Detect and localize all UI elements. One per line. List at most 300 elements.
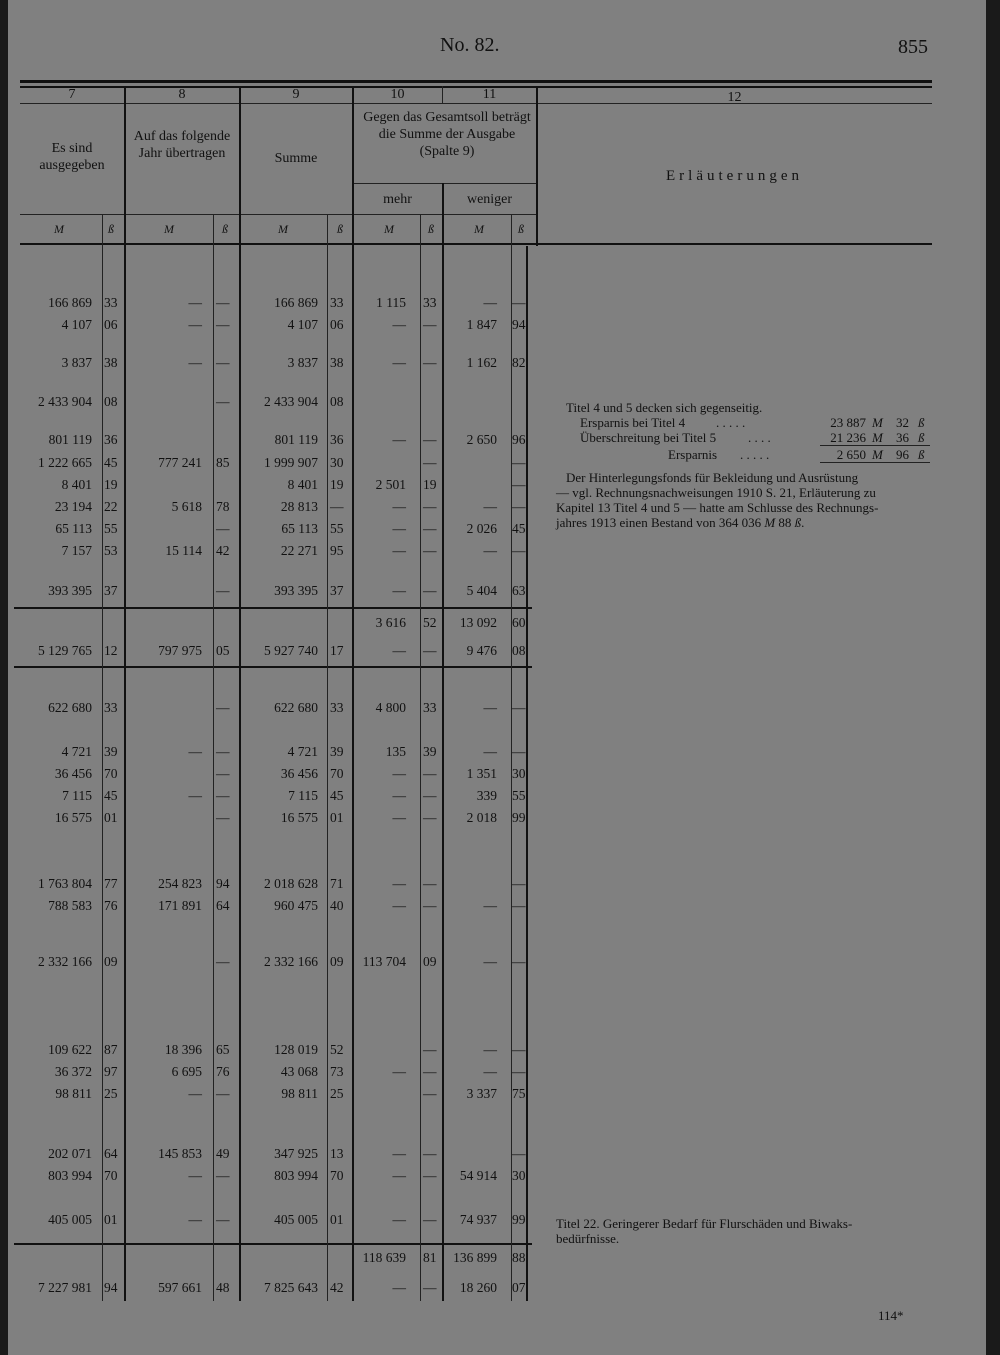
note-title22-line-1: Titel 22. Geringerer Bedarf für Flurschäden und Biwaks- [556,1216,853,1231]
cell-c8: — [188,295,202,310]
cell-p7: 36 [104,432,118,447]
unit-mark-8: M [164,222,174,236]
cell-p8: — [216,766,230,781]
cell-p8: 42 [216,543,230,558]
cell-p9: 08 [330,394,344,409]
cell-c11: 136 899 [453,1250,497,1265]
cell-p11: 45 [512,521,526,536]
cell-p9: 09 [330,954,344,969]
unit-mark-7: M [54,222,64,236]
cell-p10: — [423,583,437,598]
cell-c7: 803 994 [48,1168,92,1183]
cell-c7: 622 680 [48,700,92,715]
cell-p10: — [423,521,437,536]
pf-line-8 [213,215,214,1301]
cell-c7: 4 107 [61,317,92,332]
note-title22-line-2: bedürfnisse. [556,1231,620,1246]
cell-c8: 18 396 [164,1042,202,1057]
cell-p11: — [512,295,526,310]
cell-c7: 36 456 [54,766,92,781]
pf-line-7 [102,215,103,1301]
cell-p8: — [216,788,230,803]
cell-c9: 36 456 [280,766,318,781]
cell-c10: 135 [385,744,406,759]
note-dots-3: . . . . . [740,447,770,462]
note-savings-pf: 32 [896,415,909,430]
cell-c8: 145 853 [158,1146,202,1161]
cell-p10: — [423,1042,437,1057]
cell-p9: 33 [330,295,344,310]
cell-p10: 19 [423,477,437,492]
col10-heading: mehr [383,192,412,207]
cell-c7: 16 575 [54,810,92,825]
cell-p8: — [216,810,230,825]
cell-p7: 19 [104,477,118,492]
cell-p7: 08 [104,394,118,409]
col-number-12: 12 [727,90,742,105]
cell-c9: 622 680 [274,700,318,715]
cell-c7: 405 005 [48,1212,92,1227]
cell-p7: 38 [104,355,118,370]
note-fund-line-4: jahres 1913 einen Bestand von 364 036 M 88 ß. [556,515,805,530]
cell-p8: 85 [216,455,230,470]
cell-c8: 15 114 [165,543,202,558]
cell-p9: 70 [330,766,344,781]
subtotal-rule-2 [14,666,532,668]
cell-c9: 3 837 [287,355,318,370]
cell-c7: 65 113 [55,521,92,536]
cell-p9: 73 [330,1064,344,1079]
cell-c7: 36 372 [54,1064,92,1079]
cell-c10: 3 616 [375,615,406,630]
col-divider-7-8 [124,86,126,1301]
cell-c8: 777 241 [158,455,202,470]
cell-p9: 71 [330,876,344,891]
cell-c9: 4 107 [287,317,318,332]
cell-p8: — [216,295,230,310]
cell-p11: 30 [512,1168,526,1183]
note-savings-value: 23 887 [830,415,866,430]
cell-p11: — [512,1042,526,1057]
cell-p9: 39 [330,744,344,759]
cell-c11: — [483,1064,497,1079]
cell-p7: 97 [104,1064,118,1079]
cell-c7: 7 227 981 [38,1280,92,1295]
cell-c10: — [392,643,406,658]
cell-c9: 7 825 643 [264,1280,318,1295]
cell-p11: — [512,543,526,558]
cell-p7: 01 [104,810,118,825]
cell-c11: — [483,499,497,514]
cell-p7: 87 [104,1042,118,1057]
cell-p11: 07 [512,1280,526,1295]
col-divider-8-9 [239,86,241,1301]
cell-p9: 06 [330,317,344,332]
document-title: No. 82. [440,34,500,56]
cell-c8: 6 695 [171,1064,202,1079]
cell-c8: 254 823 [158,876,202,891]
cell-c10: — [392,876,406,891]
note-fund-pf: 88 [778,515,792,530]
cell-p8: 76 [216,1064,230,1079]
cell-c9: 803 994 [274,1168,318,1183]
unit-pf-9: ß [337,222,343,236]
cell-c8: — [188,1168,202,1183]
cell-c9: 4 721 [287,744,318,759]
unit-mark-10: M [384,222,394,236]
col10-11-heading: Gegen das Gesamtsoll beträgt die Summe der Ausgabe (Spalte 9) [363,110,531,159]
note-net-label: Ersparnis [668,447,718,462]
cell-p8: 49 [216,1146,230,1161]
cell-p11: — [512,700,526,715]
cell-p7: 76 [104,898,118,913]
cell-p7: 06 [104,317,118,332]
cell-c10: — [392,1168,406,1183]
cell-p9: 45 [330,788,344,803]
cell-p10: — [423,788,437,803]
cell-p11: 55 [512,788,526,803]
cell-p11: 99 [512,1212,526,1227]
cell-p7: 77 [104,876,118,891]
cell-p9: 95 [330,543,344,558]
cell-p11: — [512,455,526,470]
cell-p7: 45 [104,788,118,803]
cell-c9: 960 475 [274,898,318,913]
unit-pf-8: ß [222,222,228,236]
cell-p11: — [512,477,526,492]
cell-p8: 64 [216,898,230,913]
cell-c11: 2 026 [466,521,497,536]
cell-c11: 1 351 [466,766,497,781]
cell-p11: 82 [512,355,526,370]
cell-c8: — [188,1212,202,1227]
cell-c8: 597 661 [158,1280,202,1295]
cell-c7: 2 332 166 [38,954,92,969]
cell-c11: 2 650 [466,432,497,447]
cell-c9: 166 869 [274,295,318,310]
cell-p10: — [423,543,437,558]
cell-c10: — [392,766,406,781]
cell-c7: 23 194 [54,499,92,514]
cell-c9: 347 925 [274,1146,318,1161]
cell-p11: — [512,744,526,759]
cell-p8: — [216,1086,230,1101]
top-rule [20,80,932,83]
cell-c11: 54 914 [459,1168,497,1183]
cell-p9: 38 [330,355,344,370]
cell-p8: — [216,954,230,969]
note-fund-line-1: Der Hinterlegungsfonds für Bekleidung und Ausrüstung [566,470,859,485]
cell-p9: 70 [330,1168,344,1183]
cell-c9: 393 395 [274,583,318,598]
unit-pf-11: ß [518,222,524,236]
cell-p10: — [423,1146,437,1161]
cell-c7: 393 395 [48,583,92,598]
cell-p7: 64 [104,1146,118,1161]
cell-p10: — [423,1086,437,1101]
cell-p11: 88 [512,1250,526,1265]
mehr-weniger-rule [353,183,536,184]
cell-p10: — [423,455,437,470]
header-bottom-rule [20,243,932,245]
note-fund-line-2: — vgl. Rechnungsnachweisungen 1910 S. 21, Erläuterung zu [556,485,876,500]
cell-p11: — [512,1146,526,1161]
scan-edge-right [986,0,1000,1355]
cell-p7: 33 [104,295,118,310]
cell-p11: — [512,898,526,913]
cell-p9: 01 [330,810,344,825]
cell-p11: 75 [512,1086,526,1101]
cell-c9: 22 271 [280,543,318,558]
cell-p11: 08 [512,643,526,658]
cell-c10: — [392,432,406,447]
cell-p10: 33 [423,295,437,310]
note-net-value: 2 650 [836,447,866,462]
cell-c10: — [392,1280,406,1295]
cell-p9: 40 [330,898,344,913]
col11-heading: weniger [466,192,513,207]
cell-c9: 43 068 [280,1064,318,1079]
note-overrun-label: Überschreitung bei Titel 5 [580,430,717,445]
cell-c11: 13 092 [459,615,497,630]
cell-c11: — [483,1042,497,1057]
cell-c8: — [188,355,202,370]
cell-p10: — [423,643,437,658]
col7-heading: Es sind ausgegeben [39,141,105,173]
cell-p7: 94 [104,1280,118,1295]
cell-p9: 55 [330,521,344,536]
cell-p11: 99 [512,810,526,825]
col8-heading: Auf das folgende Jahr übertragen [133,129,231,161]
cell-c11: 339 [476,788,497,803]
cell-c7: 788 583 [48,898,92,913]
unit-mark-11: M [474,222,484,236]
note-overrun-mark: M [872,430,883,445]
cell-p9: 25 [330,1086,344,1101]
cell-p10: — [423,766,437,781]
note-fund-line-3: Kapitel 13 Titel 4 und 5 — hatte am Schlusse des Rechnungs- [556,500,879,515]
note-title4-5-heading: Titel 4 und 5 decken sich gegenseitig. [566,400,763,415]
cell-c10: — [392,1064,406,1079]
cell-p8: 78 [216,499,230,514]
cell-c11: 3 337 [466,1086,497,1101]
cell-p11: — [512,499,526,514]
col-divider-9-10 [352,86,354,1301]
cell-c10: — [392,810,406,825]
cell-p8: 48 [216,1280,230,1295]
cell-p10: — [423,898,437,913]
cell-c9: 28 813 [280,499,318,514]
cell-p9: 17 [330,643,344,658]
cell-c9: 65 113 [281,521,318,536]
cell-p7: 33 [104,700,118,715]
cell-c11: 1 847 [466,317,497,332]
cell-c9: 2 018 628 [264,876,318,891]
cell-c11: 2 018 [466,810,497,825]
cell-c7: 4 721 [61,744,92,759]
cell-p9: 19 [330,477,344,492]
cell-p8: 05 [216,643,230,658]
col-number-7: 7 [68,87,76,102]
cell-c8: — [188,744,202,759]
cell-c9: 2 332 166 [264,954,318,969]
cell-p11: 30 [512,766,526,781]
cell-c9: 8 401 [287,477,318,492]
unit-pf-10: ß [428,222,434,236]
cell-c10: — [392,355,406,370]
cell-p7: 55 [104,521,118,536]
cell-c10: 4 800 [375,700,406,715]
cell-c10: — [392,543,406,558]
cell-p11: — [512,954,526,969]
cell-p7: 12 [104,643,118,658]
cell-c7: 109 622 [48,1042,92,1057]
unit-pf-7: ß [108,222,114,236]
cell-c10: — [392,788,406,803]
total-rule [14,1243,532,1245]
cell-p8: 94 [216,876,230,891]
cell-c8: — [188,1086,202,1101]
cell-c8: — [188,788,202,803]
cell-p9: 01 [330,1212,344,1227]
cell-p8: — [216,1212,230,1227]
cell-c9: 5 927 740 [264,643,318,658]
cell-p9: 33 [330,700,344,715]
cell-p11: — [512,1064,526,1079]
cell-p10: — [423,1212,437,1227]
cell-p8: — [216,744,230,759]
cell-c10: — [392,1212,406,1227]
note-dots-1: . . . . . [716,415,746,430]
cell-c11: — [483,295,497,310]
unit-rule [20,214,536,215]
cell-c10: — [392,583,406,598]
col-number-10: 10 [390,87,405,102]
cell-c10: — [392,521,406,536]
page-number: 855 [898,36,928,58]
cell-c9: 98 811 [281,1086,318,1101]
cell-p9: 36 [330,432,344,447]
cell-c7: 8 401 [61,477,92,492]
cell-p7: 45 [104,455,118,470]
cell-p9: 13 [330,1146,344,1161]
cell-p10: — [423,1064,437,1079]
cell-p8: — [216,317,230,332]
cell-p8: — [216,394,230,409]
cell-c11: — [483,700,497,715]
cell-p7: 25 [104,1086,118,1101]
cell-p10: — [423,355,437,370]
cell-c7: 801 119 [48,432,92,447]
cell-p11: 96 [512,432,526,447]
cell-p9: — [330,499,344,514]
note-fund-pfsign: ß [794,515,802,530]
cell-p7: 70 [104,766,118,781]
note-sum-rule [820,445,930,446]
cell-c7: 166 869 [48,295,92,310]
cell-c10: 118 639 [362,1250,406,1265]
col-number-11: 11 [482,87,497,102]
cell-p10: 09 [423,954,437,969]
cell-c11: — [483,744,497,759]
cell-c7: 7 157 [61,543,92,558]
cell-c10: — [392,1146,406,1161]
col-number-8: 8 [178,87,186,102]
note-savings-pfsign: ß [918,415,925,430]
cell-c7: 5 129 765 [38,643,92,658]
note-net-pf: 96 [896,447,909,462]
cell-p11: 60 [512,615,526,630]
cell-p8: — [216,1168,230,1183]
cell-p10: — [423,1280,437,1295]
cell-p10: 39 [423,744,437,759]
cell-c7: 98 811 [55,1086,92,1101]
cell-c11: — [483,954,497,969]
col9-heading: Summe [274,151,318,166]
note-overrun-value: 21 236 [830,430,866,445]
note-dots-2: . . . . [748,430,771,445]
cell-c9: 405 005 [274,1212,318,1227]
cell-c10: — [392,499,406,514]
cell-c10: 113 704 [362,954,406,969]
cell-p11: — [512,876,526,891]
col-divider-11-12 [536,86,538,246]
cell-p8: — [216,521,230,536]
cell-c7: 1 763 804 [38,876,92,891]
cell-p9: 30 [330,455,344,470]
cell-p8: — [216,700,230,715]
cell-c11: 5 404 [466,583,497,598]
cell-p7: 53 [104,543,118,558]
cell-c11: — [483,543,497,558]
col-divider-10-11 [442,183,444,1301]
cell-c9: 16 575 [280,810,318,825]
unit-mark-9: M [278,222,288,236]
cell-p8: 65 [216,1042,230,1057]
cell-p7: 09 [104,954,118,969]
cell-c7: 7 115 [62,788,92,803]
cell-p9: 42 [330,1280,344,1295]
cell-c9: 801 119 [274,432,318,447]
cell-c8: 171 891 [158,898,202,913]
cell-c7: 202 071 [48,1146,92,1161]
footer-signature: 114* [878,1308,904,1323]
cell-p8: — [216,583,230,598]
cell-c7: 1 222 665 [38,455,92,470]
col-number-9: 9 [292,87,300,102]
cell-p10: 33 [423,700,437,715]
cell-c11: 74 937 [459,1212,497,1227]
cell-p10: — [423,810,437,825]
cell-p9: 37 [330,583,344,598]
cell-p10: — [423,1168,437,1183]
cell-p10: — [423,876,437,891]
cell-p10: — [423,317,437,332]
cell-c7: 3 837 [61,355,92,370]
col12-heading: Erläuterungen [666,168,803,184]
cell-p7: 01 [104,1212,118,1227]
cell-p10: 81 [423,1250,437,1265]
cell-c9: 7 115 [288,788,318,803]
note-savings-mark: M [872,415,883,430]
note-overrun-pfsign: ß [918,430,925,445]
cell-c9: 2 433 904 [264,394,318,409]
cell-c11: 9 476 [466,643,497,658]
cell-c8: 5 618 [171,499,202,514]
note-overrun-pf: 36 [896,430,909,445]
cell-p10: — [423,499,437,514]
subtotal-rule-1 [14,607,532,609]
